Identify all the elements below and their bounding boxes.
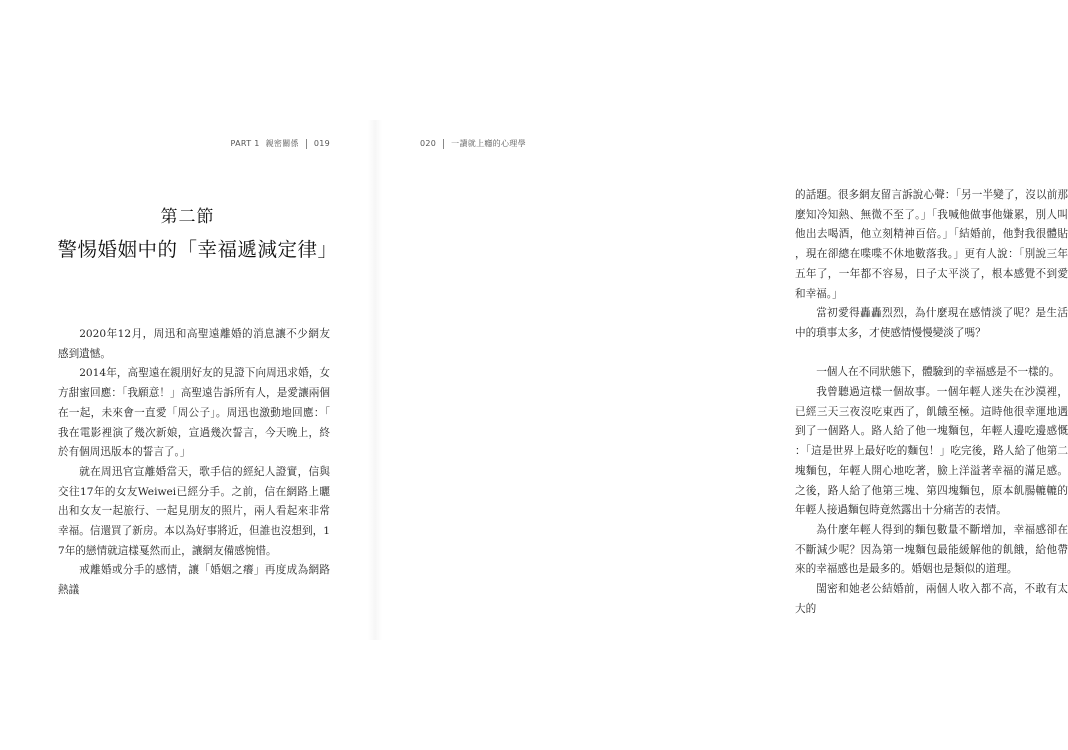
paragraph: 戒離婚或分手的感情，讓「婚姻之癢」再度成為網路熱議 [58, 564, 330, 597]
left-page-header [231, 138, 330, 149]
paragraph: 就在周迅官宣離婚當天，歌手信的經紀人證實，信與交往17年的女友Weiwei已經分手。之前，信在網路上曬出和女友一起旅行、一起見朋友的照片，兩人看起來非常幸福。信還買了新房。本以為好事將近，但誰也沒想到，17年的戀情就這樣戛然而止，讓網友備感惋惜。 [58, 465, 330, 557]
paragraph: 我曾聽過這樣一個故事。一個年輕人迷失在沙漠裡，已經三天三夜沒吃東西了，飢餓至極。這時他很幸運地遇到了一個路人。路人給了他一塊麵包，年輕人邊吃邊感慨：「這是世界上最好吃的麵包！」吃完後，路人給了他第二塊麵包，年輕人開心地吃著，臉上洋溢著幸福的滿足感。之後，路人給了他第三塊、第四塊麵包，原本飢腸轆轆的年輕人接過麵包時竟然露出十分痛苦的表情。 [795, 386, 1068, 517]
paragraph: 一個人在不同狀態下，體驗到的幸福感是不一樣的。 [816, 366, 1060, 379]
paragraph: 的話題。很多網友留言訴說心聲：「另一半變了，沒以前那麼知冷知熱、無微不至了。」「我喊他做事他嫌累，別人叫他出去喝酒，他立刻精神百倍。」「結婚前，他對我很體貼，現在卻總在喋喋不休地數落我。」更有人說：「別說三年五年了，一年都不容易，日子太平淡了，根本感覺不到愛和幸福。」 [795, 189, 1068, 300]
paragraph: 2020年12月，周迅和高聖遠離婚的消息讓不少網友感到遺憾。 [58, 328, 330, 360]
header-part: PART 1 [230, 139, 260, 148]
left-page [0, 0, 375, 750]
header-separator [443, 139, 444, 149]
paragraph: 當初愛得轟轟烈烈，為什麼現在感情淡了呢？是生活中的瑣事太多，才使感情慢慢變淡了嗎？ [795, 307, 1068, 339]
paragraph: 2014年，高聖遠在親朋好友的見證下向周迅求婚，女方甜蜜回應：「我願意！」高聖遠告訴所有人，是愛讓兩個在一起，未來會一直愛「周公子」。周迅也激動地回應：「我在電影裡演了幾次新娘，宣過幾次誓言，今天晚上，終於有個周迅版本的誓言了。」 [58, 367, 330, 459]
left-body-text [58, 325, 330, 601]
right-body-text [795, 186, 1068, 619]
section-title: 警惕婚姻中的「幸福遞減定律」 [57, 238, 338, 261]
section-label: 第二節 [160, 207, 215, 227]
header-chapter: 親密關係 [265, 139, 299, 148]
right-page-number: 020 [420, 139, 437, 148]
header-book-title: 一讀就上癮的心理學 [451, 139, 526, 148]
right-page [375, 0, 1068, 750]
left-page-number: 019 [313, 139, 330, 148]
right-page-header [420, 138, 526, 149]
header-separator [306, 139, 307, 149]
paragraph: 為什麼年輕人得到的麵包數量不斷增加，幸福感卻在不斷減少呢？因為第一塊麵包最能緩解他的飢餓，給他帶來的幸福感也是最多的。婚姻也是類似的道理。 [795, 523, 1068, 576]
paragraph: 閨密和她老公結婚前，兩個人收入都不高，不敢有太大的 [795, 583, 1068, 615]
